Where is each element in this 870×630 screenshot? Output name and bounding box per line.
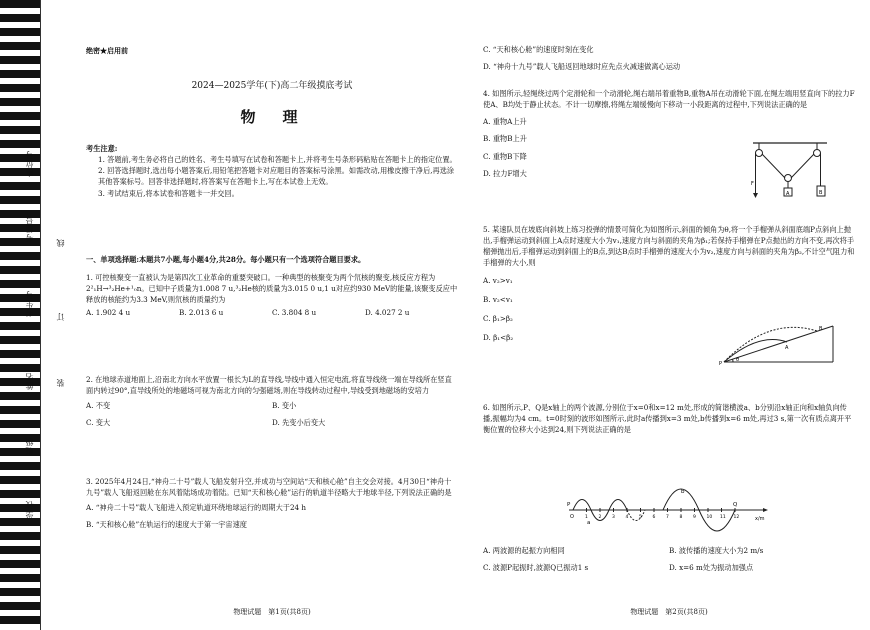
option-a: A. 1.902 4 u (86, 308, 131, 318)
question-6 (483, 402, 855, 435)
question-stem: 6. 如图所示,P、Q是x轴上的两个波源,分别位于x=0和x=12 m处,形成的简谐横波a、b分别沿x轴正向和x轴负向传播,振幅均为4 cm。t=0时刻的波形如图所示,此时a传播到x=3 m处,b传播到x=6 m处,再过3 s,第一次有质点离开平衡位置的位移大小达到24,则下列说法正确的是 (483, 403, 852, 435)
wave-label-q: Q (733, 502, 738, 508)
wave-tick-label: 3 (612, 515, 615, 520)
option-c: C. 3.804 8 u (272, 308, 317, 318)
wave-origin: O (570, 514, 574, 520)
option-b: B. 波传播的速度大小为2 m/s (669, 546, 764, 555)
wave-tick-label: 10 (706, 515, 713, 520)
page-footer: 物理试题 第2页(共8页) (630, 608, 708, 617)
wave-tick-label: 6 (652, 515, 656, 520)
slope-label-a: A (785, 345, 789, 351)
section-heading: 一、单项选择题:本题共7小题,每小题4分,共28分。每小题只有一个选项符合题目要求。 (86, 255, 366, 264)
option-d: D. β₁<β₂ (483, 333, 514, 343)
wave-label-p: P (567, 502, 571, 508)
question-1 (86, 272, 458, 319)
option-a: A. v₂>v₁ (483, 275, 513, 285)
option-c: C. “天和核心舱”的速度时刻在变化 (483, 45, 594, 54)
question-3 (86, 476, 458, 531)
cut-label-fold: 订 (56, 312, 65, 321)
option-a: A. 不变 (86, 401, 111, 411)
option-c: C. 变大 (86, 418, 111, 428)
option-d: D. “神舟十九号”载人飞船返回地球时应先点火减速做离心运动 (483, 62, 681, 72)
question-2 (86, 374, 458, 429)
option-d: D. 4.027 2 u (365, 308, 410, 318)
wave-tick-label: 7 (666, 515, 669, 520)
option-c: C. 波源P起振时,波源Q已振动1 s (483, 563, 589, 573)
option-b: B. v₂<v₁ (483, 294, 513, 304)
question-stem: 1. 可控核聚变一直被认为是第四次工业革命的重要突破口。一种典型的核聚变为两个氘核的聚变,核反应方程为 2²₁H→³₂He+¹₀n。已知中子质量为1.008 7 u,³₂He核的质量为3.015 0 u,1 u对应约930 MeV的能量,该聚变反应中释放的核能约为3.3 MeV,则氘核的质量约为 (86, 273, 458, 305)
cut-label-bind: 装 (56, 378, 65, 387)
slope-label-theta: θ (736, 357, 740, 363)
option-b: B. 变小 (272, 401, 297, 411)
question-3-continued (483, 44, 855, 72)
field-school: 学校 (25, 500, 34, 518)
option-a: A. “神舟二十号”载人飞船进入预定轨道环绕地球运行的周期大于24 h (86, 503, 307, 513)
secret-mark: 绝密★启用前 (86, 46, 128, 55)
question-stem: 4. 如图所示,轻绳绕过两个定滑轮和一个动滑轮,绳右端吊着重物B,重物A吊在动滑轮下面,在绳左端用竖直向下的拉力F使A、B均处于静止状态。不计一切摩擦,将绳左端缓慢向下移动一小段距离的过程中,下列说法正确的是 (483, 89, 855, 110)
field-room: 考场号 (25, 215, 34, 242)
wave-tick-label: 12 (733, 515, 740, 520)
wave-tick-label: 2 (598, 515, 602, 520)
option-a: A. 两波源的起振方向相同 (483, 546, 565, 555)
slope-figure (719, 318, 837, 368)
exam-title: 2024—2025学年(下)高二年级摸底考试 (191, 81, 353, 91)
notice-item: 1. 答题前,考生务必将自己的姓名、考生号填写在试卷和答题卡上,并将考生号条形码粘贴在答题卡上的指定位置。 (98, 155, 457, 165)
wave-axis-label: x/m (755, 516, 765, 522)
notice-item: 2. 回答选择题时,选出每小题答案后,用铅笔把答题卡对应题目的答案标号涂黑。如需改动,用橡皮擦干净后,再选涂其他答案标号。回答非选择题时,将答案写在答题卡上,写在本试卷上无效。 (98, 166, 455, 187)
wave-tick-label: 5 (639, 515, 642, 520)
notice-block (86, 143, 458, 199)
option-b: B. 2.013 6 u (179, 308, 224, 318)
question-6-options (483, 545, 855, 573)
wave-label-b: b (681, 489, 685, 495)
wave-tick-label: 11 (720, 515, 726, 520)
pulley-figure (751, 140, 831, 202)
wave-tick-label: 1 (585, 515, 588, 520)
option-c: C. β₁>β₂ (483, 313, 513, 323)
binding-strip (0, 0, 70, 630)
wave-tick-label: 4 (625, 515, 629, 520)
wave-tick-label: 9 (693, 515, 696, 520)
option-a: A. 重物A上升 (483, 117, 527, 127)
option-d: D. x=6 m处为振动加强点 (669, 563, 754, 573)
notice-item: 3. 考试结束后,将本试卷和答题卡一并交回。 (98, 188, 239, 198)
option-d: D. 拉力F增大 (483, 168, 527, 178)
question-stem: 2. 在地球赤道地面上,沿南北方向水平放置一根长为L的直导线,导线中通入恒定电流,将直导线绕一端在导线所在竖直面内转过90°,直导线所处的地磁场可视为南北方向的匀强磁场,则在导线转动过程中,导线受到地磁场的安培力 (86, 375, 452, 396)
field-name: 姓名 (25, 372, 34, 390)
field-class: 班级 (25, 437, 34, 455)
pulley-label-a: A (786, 191, 790, 197)
slope-label-p: P (719, 361, 723, 367)
wave-label-a: a (587, 520, 591, 526)
option-b: B. “天和核心舱”在轨运行的速度大于第一宇宙速度 (86, 520, 247, 530)
seal-line (40, 0, 41, 630)
pulley-label-f: F (751, 181, 754, 187)
subject-title: 物 理 (240, 108, 304, 126)
pulley-label-b: B (819, 190, 823, 196)
page-2 (483, 0, 855, 630)
option-c: C. 重物B下降 (483, 151, 527, 161)
notice-heading: 考生注意: (86, 144, 118, 153)
field-student-id: 考生号 (25, 290, 34, 317)
question-stem: 5. 某速队员在坡底向斜坡上练习投弹的情景可简化为如图所示,斜面的倾角为θ,将一个手榴弹从斜面底端P点斜向上抛出,手榴弹运动到斜面上A点时速度大小为v₁,速度方向与斜面的夹角为β₁;若保持手榴弹在P点抛出的方向不变,再次将手榴弹抛出后,手榴弹运动到斜面上的B点,到达B点时手榴弹的速度大小为v₂,速度方向与斜面的夹角为β₂,不计空气阻力和手榴弹的大小,则 (483, 225, 855, 268)
wave-figure (563, 484, 773, 540)
cut-label-line: 线 (56, 238, 65, 247)
field-seat: 座位号 (25, 150, 34, 177)
slope-label-b: B (819, 326, 823, 332)
page-footer: 物理试题 第1页(共8页) (233, 608, 311, 617)
question-stem: 3. 2025年4月24日,“神舟二十号”载人飞船发射升空,并成功与空间站“天和核心舱”自主交会对接。4月30日“神舟十九号”载人飞船返回舱在东风着陆场成功着陆。已知“天和核心舱”运行的轨道半径略大于地球半径,下列说法正确的是 (86, 477, 452, 498)
page-1 (86, 0, 458, 630)
option-b: B. 重物B上升 (483, 134, 527, 144)
option-d: D. 先变小后变大 (272, 418, 326, 428)
wave-tick-label: 8 (679, 515, 683, 520)
